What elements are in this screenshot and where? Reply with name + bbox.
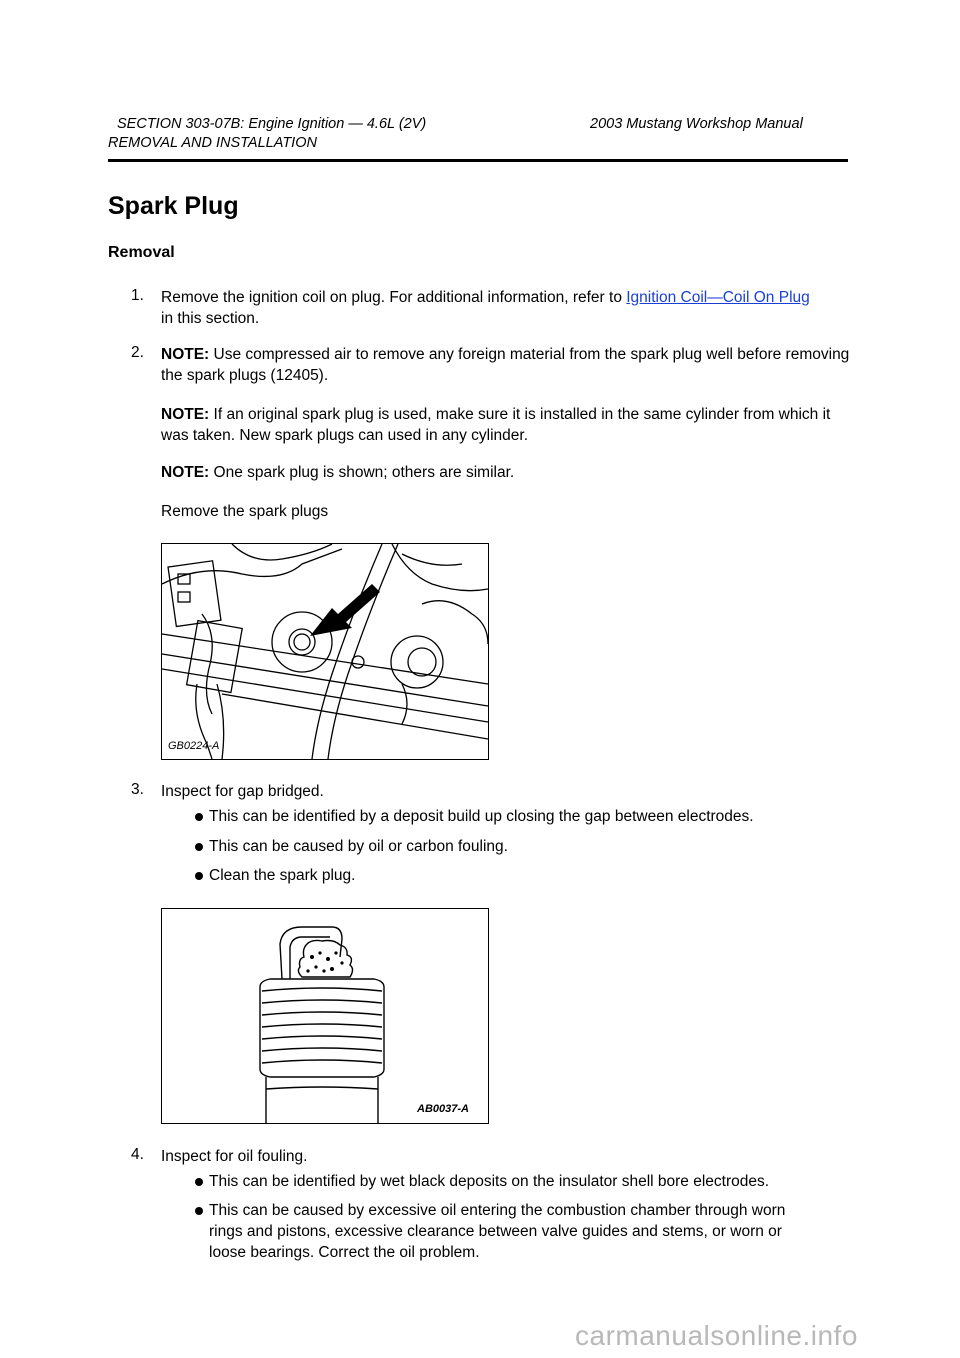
step-number: 4. [131, 1146, 144, 1163]
step-number: 3. [131, 781, 144, 798]
note-label: NOTE: [161, 406, 210, 423]
step-number: 2. [131, 344, 144, 361]
note-label: NOTE: [161, 346, 210, 363]
note-text: One spark plug is shown; others are similar. [209, 464, 515, 481]
note-text: If an original spark plug is used, make sure it is installed in the same cylinder from which it was taken. New spark plugs can used in any cylinder. [161, 406, 831, 444]
header-divider [108, 159, 848, 162]
figure-label: AB0037-A [417, 1103, 469, 1115]
note [161, 404, 851, 446]
bullet-item: Clean the spark plug. [209, 867, 356, 884]
spark-plug-illustration [162, 909, 488, 1123]
section-heading: Removal [108, 244, 175, 261]
step-1-intro: Remove the ignition coil on plug. For additional information, refer to [161, 289, 627, 306]
page-title: Spark Plug [108, 192, 239, 220]
step-1-text [161, 287, 851, 329]
step-number: 1. [131, 287, 144, 304]
note-text: Use compressed air to remove any foreign material from the spark plug well before removing the spark plugs (12405). [161, 346, 850, 384]
bullet-icon [195, 872, 203, 880]
step-1-outro: in this section. [161, 310, 260, 327]
bullet-icon [195, 813, 203, 821]
gap-bridged-figure [161, 908, 489, 1124]
note [161, 462, 851, 483]
figure-label: GB0224-A [168, 740, 220, 752]
bullet-item: This can be caused by excessive oil entering the combustion chamber through worn rings and pistons, excessive clearance between valve guides and stems, or worn or loose bearings. Correct the oil problem. [209, 1202, 786, 1261]
header-subsection: REMOVAL AND INSTALLATION [108, 135, 317, 151]
step-4-text: Inspect for oil fouling. [161, 1148, 308, 1165]
bullet-icon [195, 1207, 203, 1215]
note-label: NOTE: [161, 464, 210, 481]
bullet-icon [195, 843, 203, 851]
spark-plug-removal-figure [161, 543, 489, 760]
engine-illustration [162, 544, 488, 759]
bullet-item: This can be identified by a deposit build up closing the gap between electrodes. [209, 808, 754, 825]
watermark: carmanualsonline.info [575, 1320, 858, 1351]
note [161, 344, 851, 386]
header-section: SECTION 303-07B: Engine Ignition — 4.6L (2V) [117, 116, 427, 132]
ignition-coil-link[interactable]: Ignition Coil—Coil On Plug [626, 289, 810, 306]
header-manual-title: 2003 Mustang Workshop Manual [590, 116, 803, 132]
step-3-text: Inspect for gap bridged. [161, 783, 324, 800]
bullet-item: This can be caused by oil or carbon fouling. [209, 838, 508, 855]
step-2-action: Remove the spark plugs [161, 503, 329, 520]
bullet-icon [195, 1178, 203, 1186]
bullet-item: This can be identified by wet black deposits on the insulator shell bore electrodes. [209, 1173, 770, 1190]
